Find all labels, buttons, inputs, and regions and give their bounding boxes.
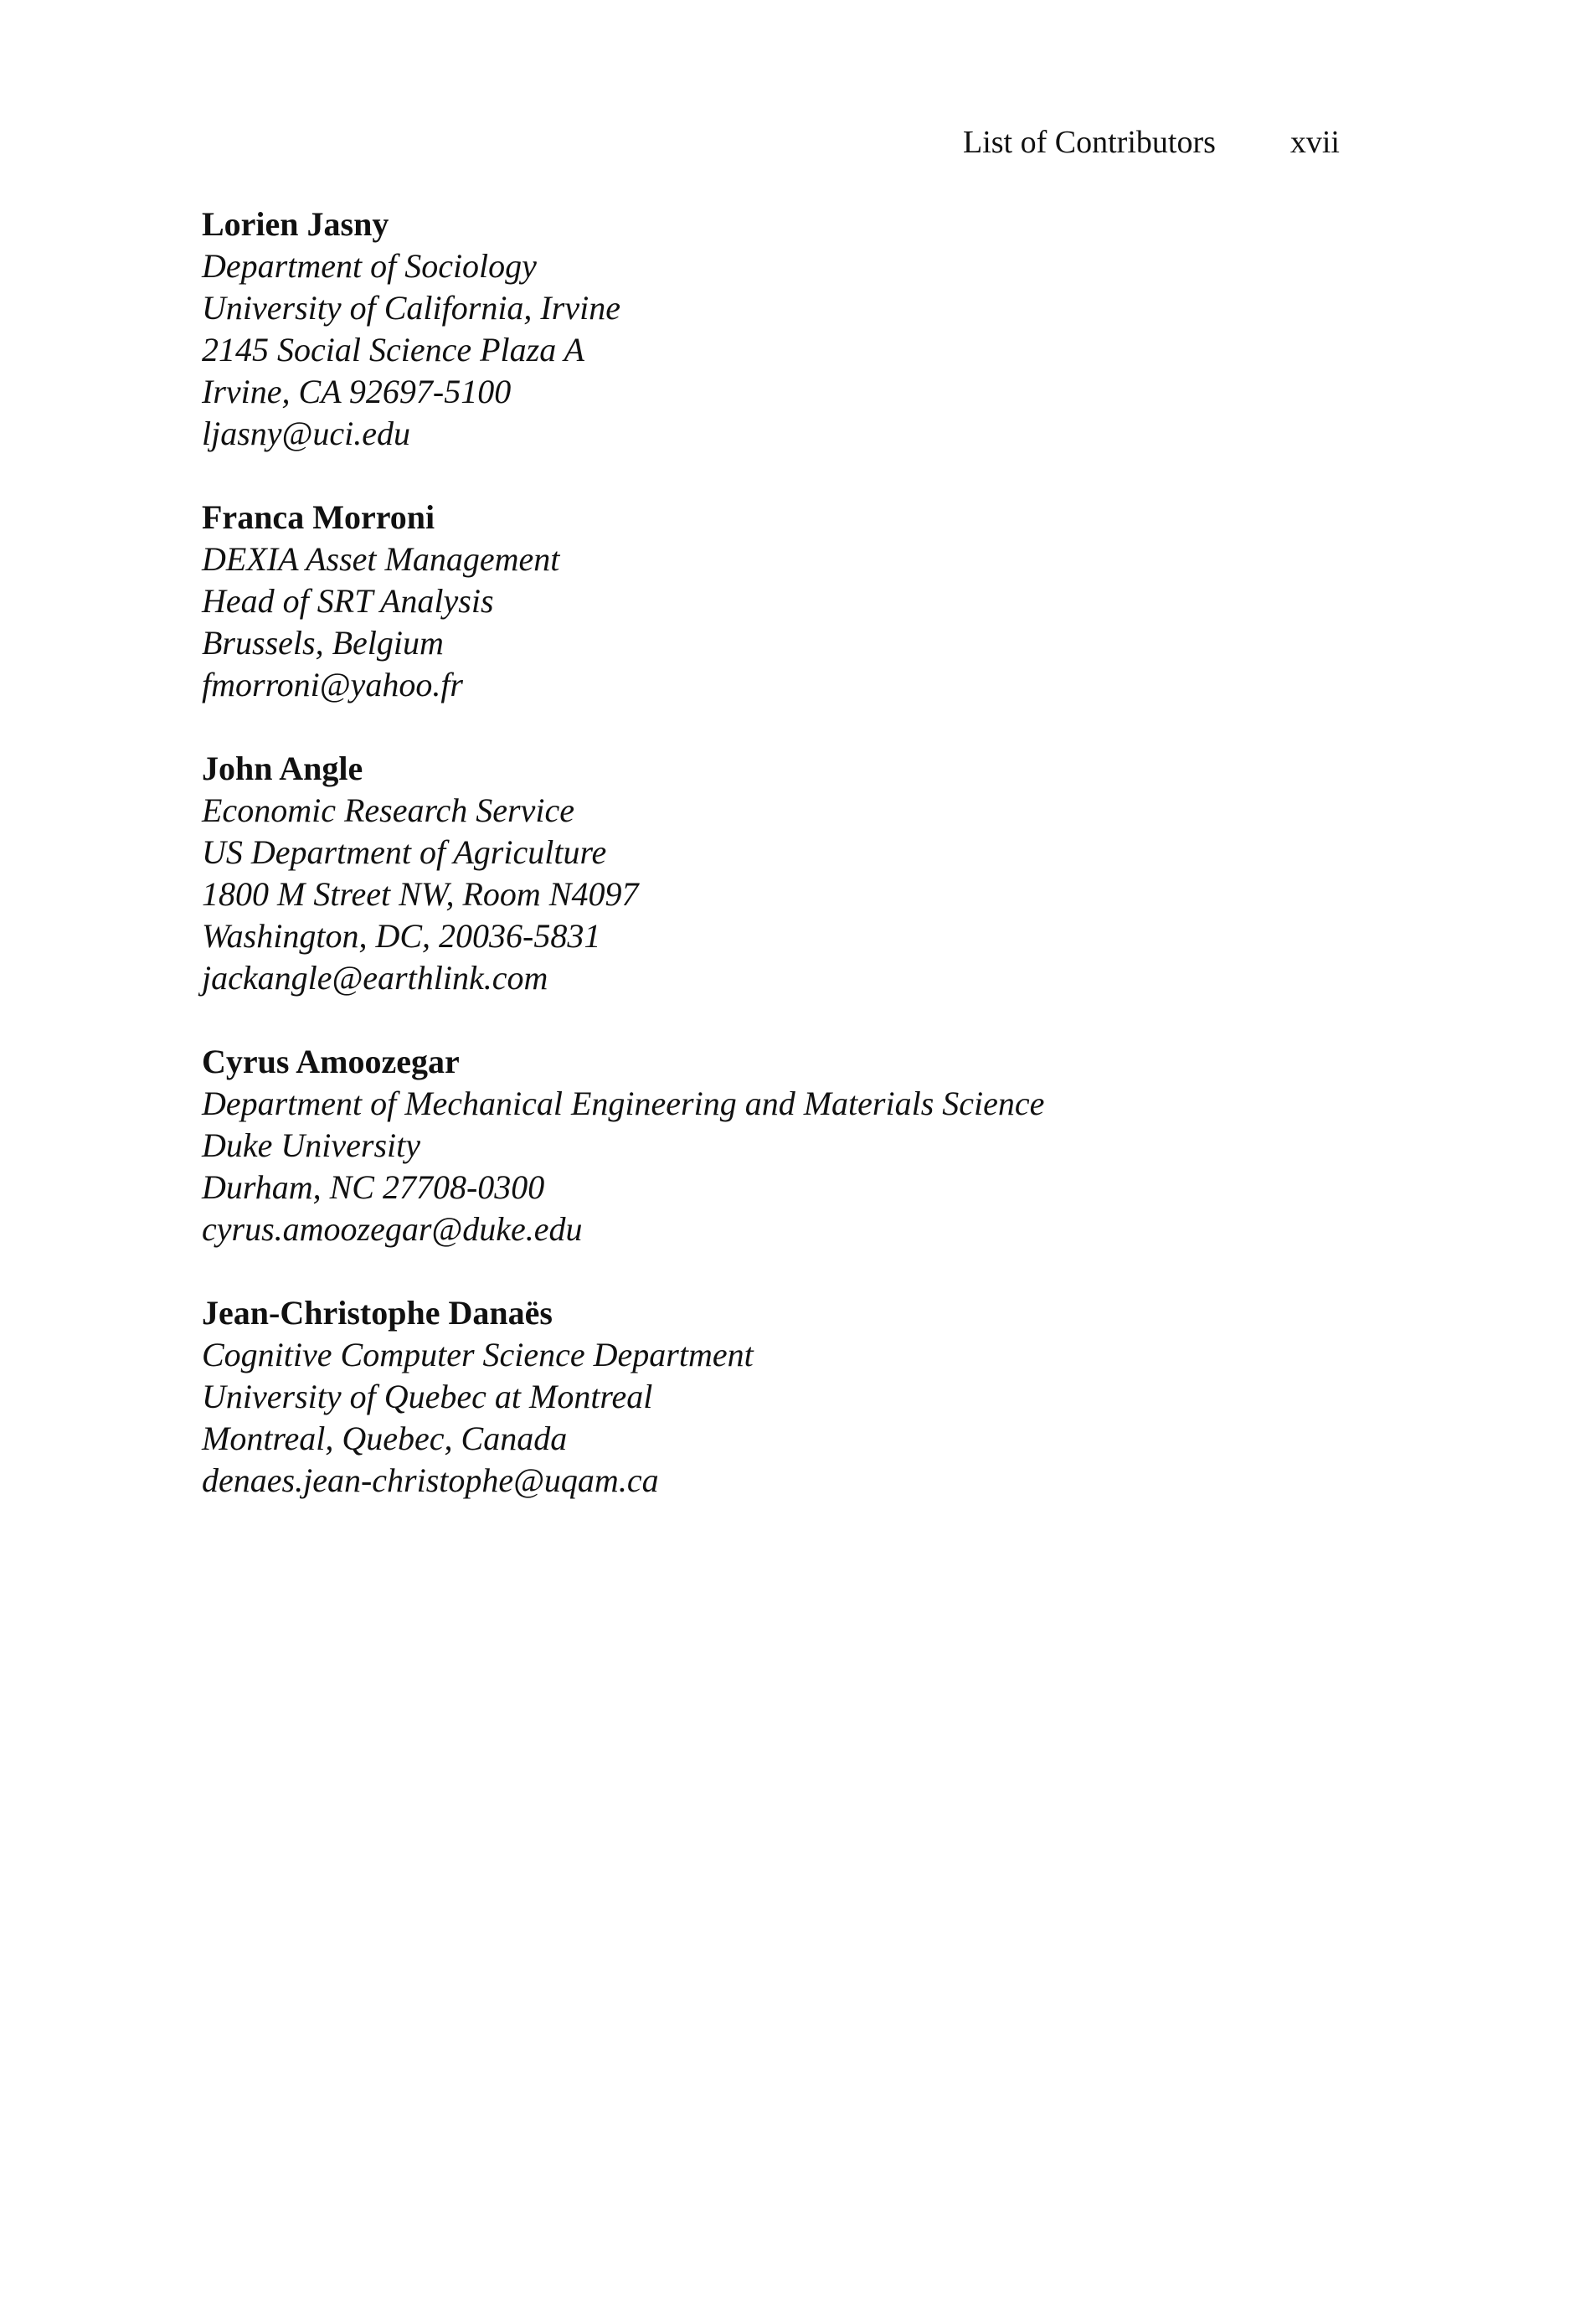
running-header: [963, 121, 1340, 163]
contributor-email: cyrus.amoozegar@duke.edu: [202, 1210, 583, 1248]
contributor-list: [202, 204, 1374, 1543]
contributor-institution: DEXIA Asset Management: [202, 540, 560, 578]
contributor-entry: [202, 748, 1374, 999]
contributor-city: Montreal, Quebec, Canada: [202, 1420, 568, 1457]
contributor-department: Cognitive Computer Science Department: [202, 1336, 754, 1373]
contributor-email: denaes.jean-christophe@uqam.ca: [202, 1461, 659, 1499]
running-title: List of Contributors: [963, 125, 1216, 160]
contributor-role: Head of SRT Analysis: [202, 582, 494, 620]
contributor-city: Irvine, CA 92697-5100: [202, 373, 512, 410]
contributor-street: 1800 M Street NW, Room N4097: [202, 875, 639, 913]
contributor-city: Washington, DC, 20036-5831: [202, 917, 601, 955]
contributor-institution: University of Quebec at Montreal: [202, 1378, 653, 1415]
contributor-city: Durham, NC 27708-0300: [202, 1168, 545, 1206]
contributor-entry: [202, 497, 1374, 706]
contributor-institution: University of California, Irvine: [202, 289, 620, 327]
contributor-name: Cyrus Amoozegar: [202, 1043, 460, 1080]
contributor-city: Brussels, Belgium: [202, 624, 444, 662]
contributor-department: Department of Sociology: [202, 247, 537, 285]
contributor-email: fmorroni@yahoo.fr: [202, 666, 463, 703]
contributor-name: Lorien Jasny: [202, 205, 389, 243]
page-number: xvii: [1289, 125, 1340, 160]
contributor-email: ljasny@uci.edu: [202, 415, 410, 452]
contributor-name: Jean-Christophe Danaës: [202, 1294, 553, 1332]
contributor-street: 2145 Social Science Plaza A: [202, 331, 584, 368]
contributor-name: Franca Morroni: [202, 498, 435, 536]
contributor-email: jackangle@earthlink.com: [202, 959, 548, 997]
contributor-entry: [202, 1041, 1374, 1250]
contributor-entry: [202, 1292, 1374, 1502]
contributor-entry: [202, 204, 1374, 455]
contributor-department: Economic Research Service: [202, 791, 574, 829]
contributor-name: John Angle: [202, 750, 363, 787]
contributor-institution: Duke University: [202, 1126, 421, 1164]
contributor-institution: US Department of Agriculture: [202, 833, 607, 871]
contributor-department: Department of Mechanical Engineering and Materials Science: [202, 1085, 1045, 1122]
